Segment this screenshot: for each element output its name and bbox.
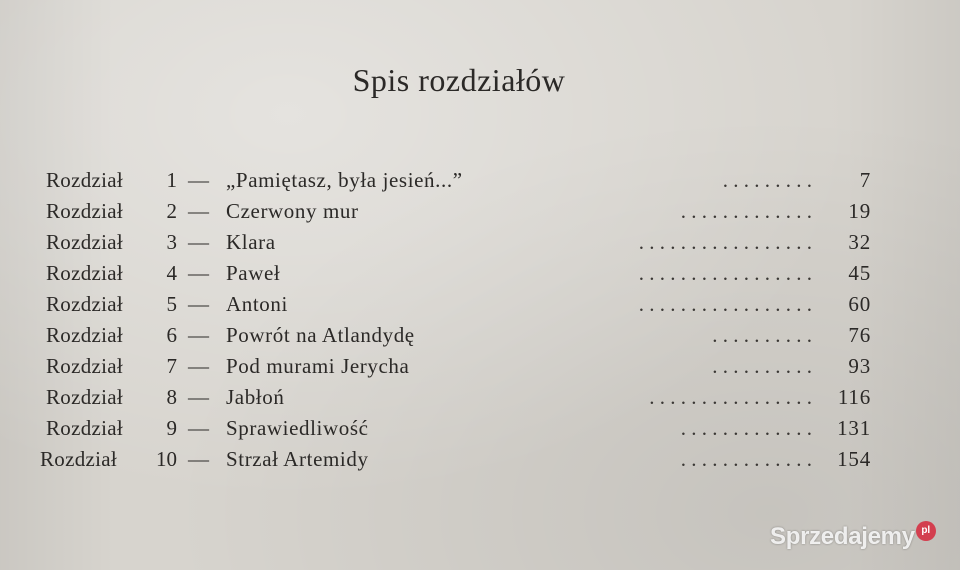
toc-row (0, 196, 960, 226)
toc-row (0, 382, 960, 412)
chapter-title: Paweł (226, 261, 281, 285)
chapter-number: 5 (166, 292, 177, 316)
page-number: 60 (848, 292, 871, 316)
chapter-title: Sprawiedliwość (226, 416, 369, 440)
chapter-number: 10 (156, 447, 177, 471)
chapter-prefix: Rozdział (46, 199, 124, 223)
table-of-contents (0, 165, 960, 475)
chapter-dash: — (188, 261, 209, 285)
watermark-text: Sprzedajemy (770, 523, 915, 550)
chapter-title: Jabłoń (226, 385, 285, 409)
chapter-dash: — (188, 168, 209, 192)
chapter-prefix: Rozdział (46, 292, 124, 316)
toc-row (0, 413, 960, 443)
chapter-prefix: Rozdział (40, 447, 118, 471)
chapter-title: Powrót na Atlandydę (226, 323, 415, 347)
page-number: 116 (837, 385, 871, 409)
toc-row (0, 320, 960, 350)
chapter-prefix: Rozdział (46, 168, 124, 192)
chapter-title: Strzał Artemidy (226, 447, 369, 471)
toc-row (0, 351, 960, 381)
chapter-number: 8 (166, 385, 177, 409)
toc-row (0, 289, 960, 319)
page-number: 76 (848, 323, 871, 347)
chapter-prefix: Rozdział (46, 261, 124, 285)
chapter-prefix: Rozdział (46, 354, 124, 378)
chapter-dash: — (188, 385, 209, 409)
chapter-prefix: Rozdział (46, 230, 124, 254)
dot-leader: . . . . . . . . . . (712, 323, 812, 347)
dot-leader: . . . . . . . . . . (712, 354, 812, 378)
chapter-dash: — (188, 292, 209, 316)
chapter-number: 4 (166, 261, 177, 285)
watermark-badge-icon: pl (916, 521, 936, 541)
chapter-title: Pod murami Jerycha (226, 354, 410, 378)
chapter-number: 1 (166, 168, 177, 192)
chapter-prefix: Rozdział (46, 385, 124, 409)
page-number: 7 (859, 168, 871, 192)
chapter-prefix: Rozdział (46, 323, 124, 347)
chapter-dash: — (188, 354, 209, 378)
chapter-number: 3 (166, 230, 177, 254)
chapter-number: 9 (166, 416, 177, 440)
chapter-title: Klara (226, 230, 276, 254)
page-number: 154 (837, 447, 871, 471)
dot-leader: . . . . . . . . . . . . . (680, 447, 812, 471)
chapter-number: 7 (166, 354, 177, 378)
toc-row (0, 258, 960, 288)
dot-leader: . . . . . . . . . . . . . . . . . (638, 261, 812, 285)
dot-leader: . . . . . . . . . . . . . (680, 199, 812, 223)
dot-leader: . . . . . . . . . . . . . (680, 416, 812, 440)
chapter-prefix: Rozdział (46, 416, 124, 440)
page-title: Spis rozdziałów (352, 62, 566, 98)
dot-leader: . . . . . . . . . . . . . . . . (649, 385, 812, 409)
chapter-dash: — (188, 447, 209, 471)
page-number: 131 (837, 416, 871, 440)
chapter-title: Antoni (226, 292, 288, 316)
dot-leader: . . . . . . . . . . . . . . . . . (638, 230, 812, 254)
page-number: 45 (848, 261, 871, 285)
toc-row (0, 165, 960, 195)
toc-row (0, 444, 960, 474)
page-number: 32 (848, 230, 871, 254)
page-number: 19 (848, 199, 871, 223)
chapter-number: 2 (166, 199, 177, 223)
page-number: 93 (848, 354, 871, 378)
chapter-dash: — (188, 323, 209, 347)
chapter-number: 6 (166, 323, 177, 347)
toc-row (0, 227, 960, 257)
chapter-title: „Pamiętasz, była jesień...” (226, 168, 463, 192)
chapter-dash: — (188, 199, 209, 223)
dot-leader: . . . . . . . . . (722, 168, 812, 192)
chapter-dash: — (188, 416, 209, 440)
chapter-dash: — (188, 230, 209, 254)
sprzedajemy-watermark (770, 519, 936, 555)
chapter-title: Czerwony mur (226, 199, 359, 223)
dot-leader: . . . . . . . . . . . . . . . . . (638, 292, 812, 316)
